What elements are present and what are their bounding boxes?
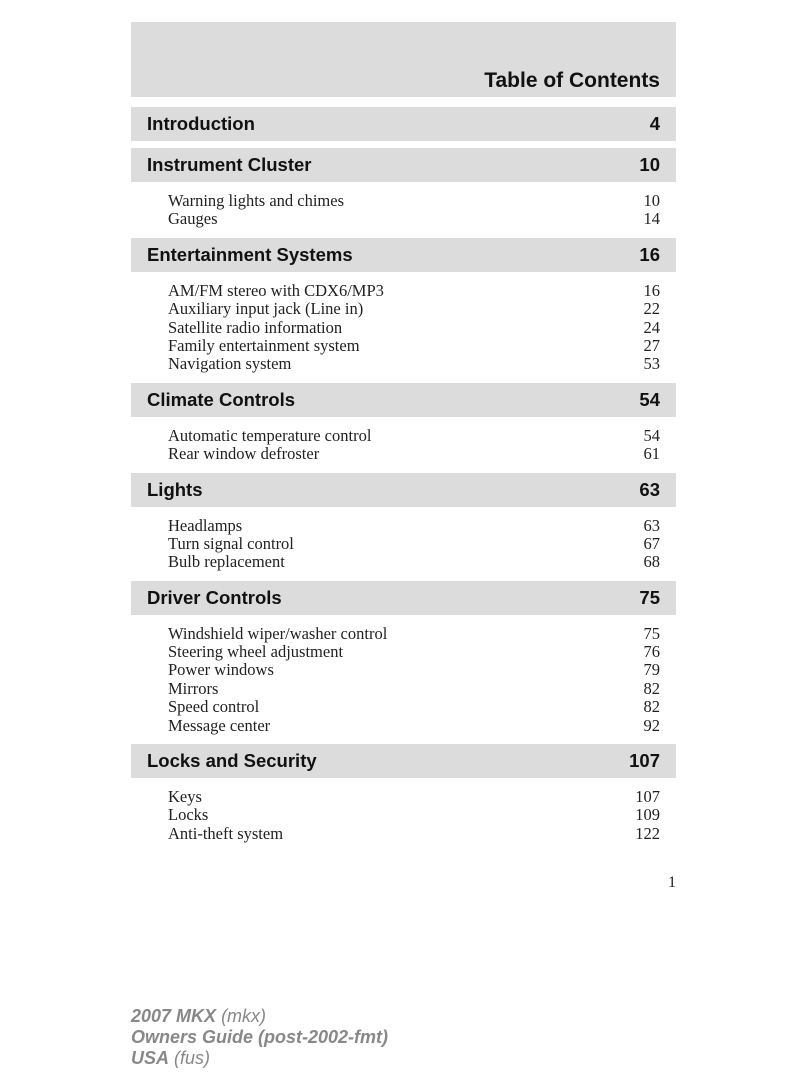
toc-section-heading[interactable]: [131, 744, 676, 778]
toc-item-list: [131, 279, 676, 383]
entry-page: 53: [643, 354, 660, 374]
entry-label: Warning lights and chimes: [168, 191, 345, 210]
entry-page: 82: [643, 678, 660, 698]
toc-entry[interactable]: [168, 788, 660, 806]
entry-page: 92: [643, 715, 660, 735]
entry-label: Bulb replacement: [168, 552, 285, 572]
page-title: Table of Contents: [484, 69, 660, 92]
entry-page: 122: [635, 823, 660, 843]
toc-item-list: [131, 424, 676, 473]
entry-page: 54: [643, 425, 660, 445]
footer: [131, 1006, 388, 1069]
toc-entry[interactable]: [168, 300, 660, 318]
toc-entry[interactable]: [168, 535, 660, 553]
entry-label: Keys: [168, 787, 202, 807]
entry-page: 24: [643, 317, 660, 337]
section-page: 4: [649, 113, 660, 134]
entry-label: Power windows: [168, 660, 274, 680]
entry-page: 76: [643, 642, 660, 662]
toc-entry[interactable]: [168, 553, 660, 571]
section-title: Lights: [147, 478, 203, 500]
section-title: Climate Controls: [147, 388, 296, 410]
toc-item-list: [131, 189, 676, 238]
toc-section-heading[interactable]: [131, 383, 676, 417]
entry-page: 75: [643, 623, 660, 643]
entry-page: 27: [643, 335, 660, 355]
entry-label: Locks: [168, 805, 209, 825]
toc-section: [131, 744, 676, 852]
toc-entry[interactable]: [168, 319, 660, 337]
toc-section-heading[interactable]: [131, 581, 676, 615]
toc-item-list: [131, 514, 676, 581]
entry-page: 82: [643, 697, 660, 717]
section-page: 75: [639, 586, 660, 608]
section-page: 16: [639, 243, 660, 265]
section-page: 10: [639, 154, 660, 175]
entry-label: Mirrors: [168, 678, 219, 698]
toc-section: [131, 238, 676, 383]
entry-page: 63: [643, 515, 660, 535]
entry-page: 107: [635, 787, 660, 807]
entry-page: 109: [635, 805, 660, 825]
entry-label: AM/FM stereo with CDX6/MP3: [168, 280, 384, 300]
section-page: 107: [629, 750, 660, 772]
section-page: 63: [639, 478, 660, 500]
entry-label: Anti-theft system: [168, 823, 284, 843]
entry-label: Family entertainment system: [168, 335, 360, 355]
entry-label: Speed control: [168, 697, 260, 717]
toc-section: [131, 148, 676, 238]
entry-label: Automatic temperature control: [168, 425, 372, 445]
entry-label: Auxiliary input jack (Line in): [168, 299, 364, 319]
toc-section: [131, 581, 676, 744]
toc-section: [131, 107, 676, 141]
section-title: Introduction: [147, 113, 255, 134]
toc-entry[interactable]: [168, 825, 660, 843]
toc-section-heading[interactable]: [131, 238, 676, 272]
toc-entry[interactable]: [168, 680, 660, 698]
footer-guide: Owners Guide (post-2002-fmt): [131, 1027, 389, 1047]
toc-entry[interactable]: [168, 717, 660, 735]
toc-entry[interactable]: [168, 661, 660, 679]
entry-label: Gauges: [168, 209, 218, 229]
toc-section-heading[interactable]: [131, 473, 676, 507]
toc-entry[interactable]: [168, 210, 660, 228]
section-title: Instrument Cluster: [147, 154, 312, 175]
entry-page: 10: [643, 191, 660, 210]
section-title: Entertainment Systems: [147, 243, 353, 265]
entry-page: 22: [643, 299, 660, 319]
toc-entry[interactable]: [168, 192, 660, 210]
table-of-contents: [131, 107, 676, 852]
toc-entry[interactable]: [168, 517, 660, 535]
entry-label: Steering wheel adjustment: [168, 642, 344, 662]
toc-entry[interactable]: [168, 806, 660, 824]
toc-section-heading[interactable]: [131, 107, 676, 141]
entry-page: 61: [643, 444, 660, 464]
toc-entry[interactable]: [168, 625, 660, 643]
page-number: 1: [668, 874, 676, 891]
footer-line-3: [131, 1048, 388, 1069]
entry-page: 67: [643, 533, 660, 553]
header-band: [131, 22, 676, 97]
footer-model: 2007 MKX: [131, 1006, 217, 1026]
footer-market-code: (fus): [174, 1048, 211, 1068]
entry-page: 79: [643, 660, 660, 680]
entry-page: 14: [643, 209, 660, 229]
toc-entry[interactable]: [168, 337, 660, 355]
toc-item-list: [131, 785, 676, 852]
entry-page: 16: [643, 280, 660, 300]
toc-entry[interactable]: [168, 355, 660, 373]
entry-label: Message center: [168, 715, 271, 735]
footer-model-code: (mkx): [221, 1006, 267, 1026]
toc-section: [131, 383, 676, 473]
section-title: Locks and Security: [147, 750, 317, 772]
toc-section-heading[interactable]: [131, 148, 676, 182]
toc-item-list: [131, 622, 676, 744]
entry-label: Navigation system: [168, 354, 292, 374]
section-page: 54: [639, 388, 660, 410]
entry-label: Turn signal control: [168, 533, 294, 553]
footer-line-2: [131, 1027, 388, 1048]
entry-label: Rear window defroster: [168, 444, 320, 464]
entry-label: Satellite radio information: [168, 317, 343, 337]
toc-section: [131, 473, 676, 581]
entry-label: Headlamps: [168, 515, 243, 535]
toc-entry[interactable]: [168, 643, 660, 661]
toc-entry[interactable]: [168, 698, 660, 716]
footer-line-1: [131, 1006, 388, 1027]
toc-entry[interactable]: [168, 445, 660, 463]
section-title: Driver Controls: [147, 586, 282, 608]
entry-label: Windshield wiper/washer control: [168, 623, 388, 643]
toc-entry[interactable]: [168, 282, 660, 300]
footer-market: USA: [131, 1048, 170, 1068]
entry-page: 68: [643, 552, 660, 572]
toc-entry[interactable]: [168, 427, 660, 445]
